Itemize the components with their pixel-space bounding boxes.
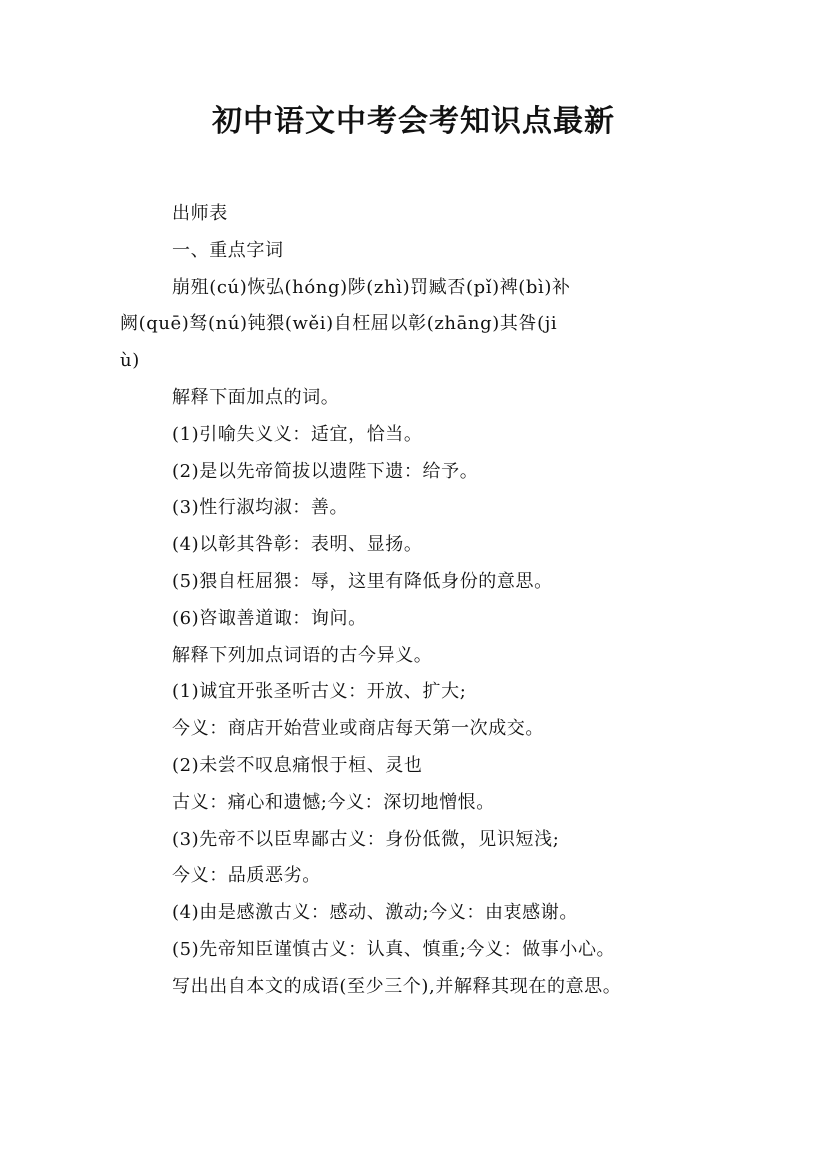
paragraph-line: 一、重点字词: [172, 239, 284, 261]
paragraph-line: (1)诚宜开张圣听古义：开放、扩大;: [172, 681, 467, 703]
paragraph-line: (5)先帝知臣谨慎古义：认真、慎重;今义：做事小心。: [172, 938, 616, 960]
paragraph-line: 出师表: [172, 203, 228, 224]
paragraph-line: 古义：痛心和遗憾;今义：深切地憎恨。: [172, 791, 495, 813]
paragraph-line: 解释下列加点词语的古今异义。: [172, 644, 433, 666]
paragraph-line: (4)以彰其咎彰：表明、显扬。: [172, 534, 423, 556]
paragraph-line: 写出出自本文的成语(至少三个),并解释其现在的意思。: [172, 975, 622, 997]
paragraph-line: (2)是以先帝简拔以遗陛下遗：给予。: [172, 460, 479, 482]
paragraph-line: ù): [120, 350, 140, 372]
document-body: [120, 196, 715, 1006]
paragraph-line: (1)引喻失义义：适宜，恰当。: [172, 423, 423, 445]
document-title: 初中语文中考会考知识点最新: [212, 104, 615, 139]
paragraph-line: 今义：商店开始营业或商店每天第一次成交。: [172, 718, 544, 740]
paragraph-line: (6)咨诹善道诹：询问。: [172, 607, 367, 629]
paragraph-line: (2)未尝不叹息痛恨于桓、灵也: [172, 754, 423, 776]
paragraph-line: (3)先帝不以臣卑鄙古义：身份低微，见识短浅;: [172, 828, 560, 850]
paragraph-line: (3)性行淑均淑：善。: [172, 497, 349, 519]
paragraph-line: 今义：品质恶劣。: [172, 865, 321, 887]
paragraph-line: 崩殂(cú)恢弘(hóng)陟(zhì)罚臧否(pǐ)裨(bì)补: [172, 276, 571, 298]
paragraph-line: (5)猥自枉屈猥：辱，这里有降低身份的意思。: [172, 570, 553, 592]
paragraph-line: 阙(quē)驽(nú)钝猥(wěi)自枉屈以彰(zhāng)其咎(ji: [120, 313, 558, 335]
paragraph-line: (4)由是感激古义：感动、激动;今义：由衷感谢。: [172, 902, 578, 924]
paragraph-line: 解释下面加点的词。: [172, 386, 340, 408]
